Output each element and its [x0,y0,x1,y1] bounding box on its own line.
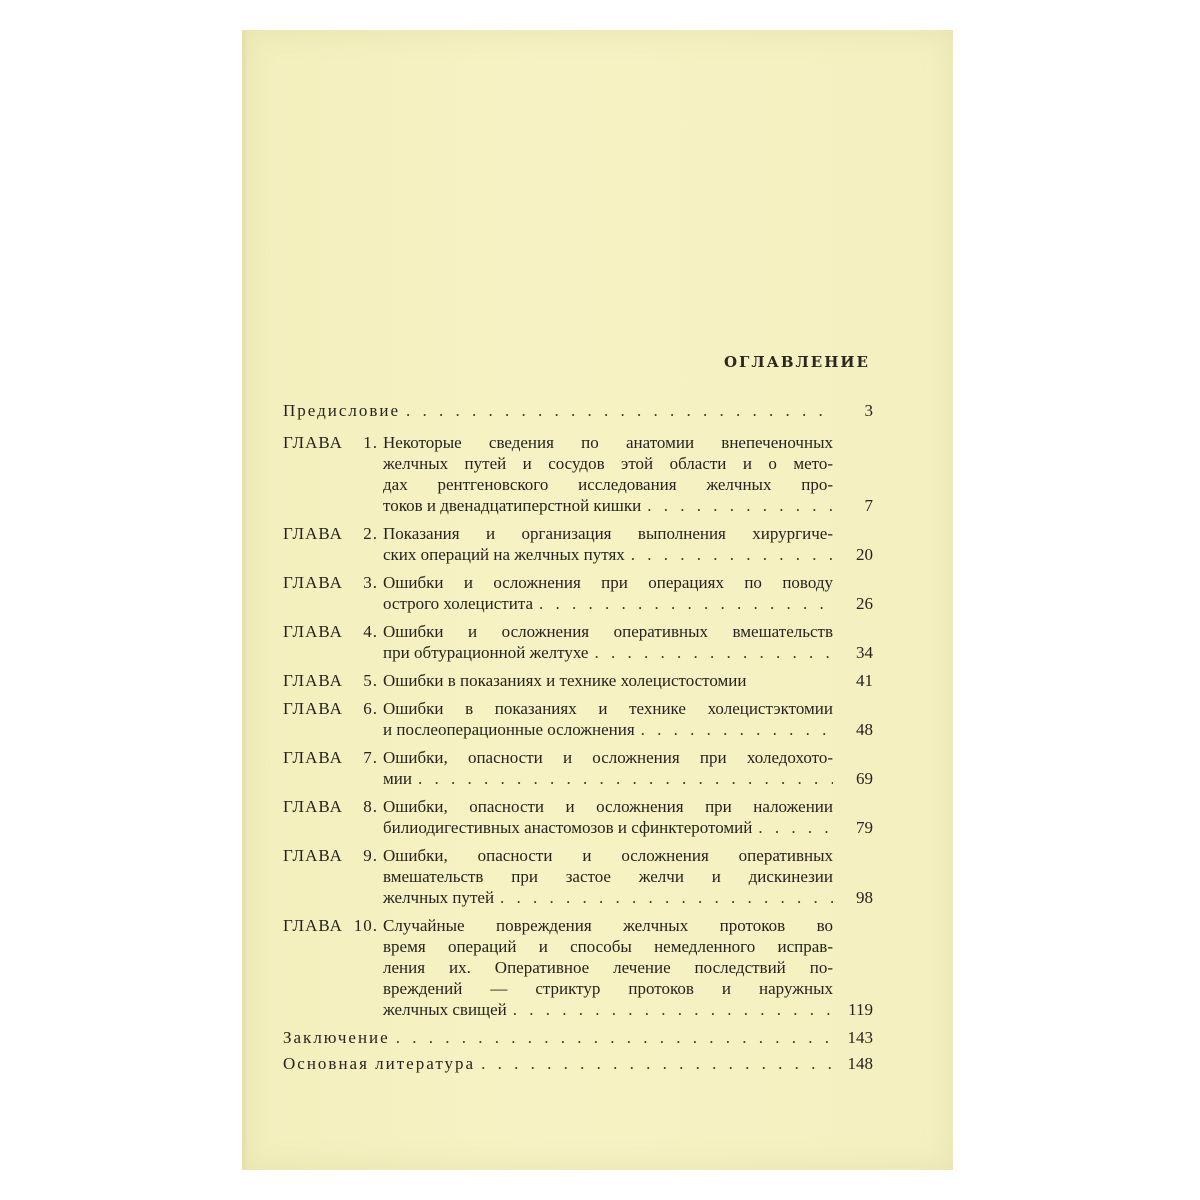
chapter-title-line [383,999,833,1020]
toc-entry-chapter[interactable] [283,698,873,740]
chapter-title [383,572,833,614]
chapter-word: ГЛАВА [283,748,343,767]
chapter-title [383,432,833,516]
toc-entry-page: 3 [864,401,873,420]
toc-entry-label: Основная литература [283,1054,476,1073]
toc-entry-page: 69 [856,769,873,788]
chapter-heading [283,670,378,691]
chapter-word: ГЛАВА [283,622,343,641]
toc-entry-chapter[interactable] [283,432,873,516]
chapter-word: ГЛАВА [283,846,343,865]
chapter-heading [283,621,378,642]
toc-entry-chapter[interactable] [283,523,873,565]
chapter-word: ГЛАВА [283,573,343,592]
toc-entry-chapter[interactable] [283,670,873,691]
chapter-title [383,670,833,691]
chapter-title-line: время операций и способы немедленного исправ- [383,937,833,956]
chapter-number: 10. [353,916,378,935]
toc-entry-chapter[interactable] [283,915,873,1020]
chapter-word: ГЛАВА [283,797,343,816]
chapter-title-line [383,642,833,663]
chapter-title [383,915,833,1020]
toc-entry-page: 79 [856,818,873,837]
chapter-word: ГЛАВА [283,916,343,935]
chapter-title-text: билиодигестивных анастомозов и сфинктеротомий [383,818,753,837]
chapter-heading [283,845,378,866]
chapter-word: ГЛАВА [283,699,343,718]
chapter-number: 7. [363,748,378,767]
chapter-word: ГЛАВА [283,671,343,690]
dot-leader [507,999,833,1020]
chapter-title-line [383,495,833,516]
toc-entry-page: 26 [856,594,873,613]
toc-entry-chapter[interactable] [283,747,873,789]
chapter-title-line: вреждений — стриктур протоков и наружных [383,979,833,998]
dot-leader [588,642,833,663]
chapter-title-line: дах рентгеновского исследования желчных про- [383,475,833,494]
chapter-title-line: Ошибки в показаниях и технике холецистэктомии [383,699,833,718]
chapter-title-line [383,768,833,789]
toc-entry-page: 143 [847,1028,873,1047]
chapter-number: 9. [363,846,378,865]
chapter-title-line: Ошибки и осложнения оперативных вмешательств [383,622,833,641]
chapter-title [383,845,833,908]
chapter-title-text: мии [383,769,412,788]
chapter-heading [283,432,378,453]
dot-leader [533,593,833,614]
chapter-title-line: Показания и организация выполнения хирургиче- [383,524,833,543]
chapter-heading [283,572,378,593]
toc-entry-page: 34 [856,643,873,662]
chapter-number: 3. [363,573,378,592]
chapter-title-line: Некоторые сведения по анатомии внепеченочных [383,433,833,452]
toc-entry-chapter[interactable] [283,572,873,614]
chapter-title-line: Случайные повреждения желчных протоков во [383,916,833,935]
chapter-title-text: желчных свищей [383,1000,507,1019]
toc-entry-page: 98 [856,888,873,907]
dot-leader [641,495,833,516]
toc-entry-page: 20 [856,545,873,564]
chapter-title-text: острого холецистита [383,594,534,613]
chapter-title-line [383,670,833,691]
chapter-title-line: желчных путей и сосудов этой области и о мето- [383,454,833,473]
dot-leader [494,887,833,908]
chapter-title [383,796,833,838]
toc-entry-preface[interactable] [283,400,873,421]
chapter-title-text: токов и двенадцатиперстной кишки [383,496,642,515]
table-of-contents [283,400,873,1074]
chapter-title-text: при обтурационной желтухе [383,643,589,662]
chapter-number: 8. [363,797,378,816]
chapter-heading [283,796,378,817]
dot-leader [752,817,833,838]
chapter-list [283,432,873,1020]
toc-entry-page: 48 [856,720,873,739]
chapter-title [383,621,833,663]
chapter-title-text: ских операций на желчных путях [383,545,625,564]
chapter-title-line [383,544,833,565]
chapter-title-line: Ошибки, опасности и осложнения при холедохото- [383,748,833,767]
toc-entry-page: 119 [848,1000,873,1019]
toc-entry-chapter[interactable] [283,845,873,908]
dot-leader [625,544,833,565]
chapter-number: 2. [363,524,378,543]
chapter-title [383,747,833,789]
chapter-number: 5. [363,671,378,690]
chapter-title-line: Ошибки, опасности и осложнения при наложении [383,797,833,816]
toc-entry-conclusion[interactable] [283,1027,873,1048]
toc-entry-label: Предисловие [283,401,401,420]
page-edge-shadow [242,30,248,1170]
chapter-title-line: Ошибки, опасности и осложнения оперативных [383,846,833,865]
chapter-title-line: ления их. Оперативное лечение последствий по- [383,958,833,977]
chapter-heading [283,915,378,936]
chapter-title-line [383,593,833,614]
dot-leader [412,768,833,789]
dot-leader [390,1027,833,1048]
chapter-title-text: Ошибки в показаниях и технике холецистостомии [383,671,747,690]
chapter-title-line: Ошибки и осложнения при операциях по поводу [383,573,833,592]
chapter-title [383,523,833,565]
chapter-word: ГЛАВА [283,433,343,452]
chapter-heading [283,523,378,544]
chapter-heading [283,747,378,768]
toc-entry-label: Заключение [283,1028,390,1047]
chapter-word: ГЛАВА [283,524,343,543]
chapter-number: 6. [363,699,378,718]
toc-entry-page: 41 [856,671,873,690]
chapter-title-text: и послеоперационные осложнения [383,720,635,739]
toc-entry-chapter[interactable] [283,621,873,663]
chapter-title [383,698,833,740]
toc-entry-page: 148 [847,1054,873,1073]
chapter-heading [283,698,378,719]
dot-leader [400,400,833,421]
chapter-title-line [383,887,833,908]
toc-entry-literature[interactable] [283,1053,873,1074]
dot-leader [475,1053,833,1074]
chapter-number: 1. [363,433,378,452]
dot-leader [635,719,833,740]
chapter-title-text: желчных путей [383,888,495,907]
toc-title: ОГЛАВЛЕНИЕ [723,353,870,371]
chapter-title-line [383,817,833,838]
chapter-title-line [383,719,833,740]
chapter-title-line: вмешательств при застое желчи и дискинезии [383,867,833,886]
toc-entry-page: 7 [864,496,873,515]
chapter-number: 4. [363,622,378,641]
toc-entry-chapter[interactable] [283,796,873,838]
